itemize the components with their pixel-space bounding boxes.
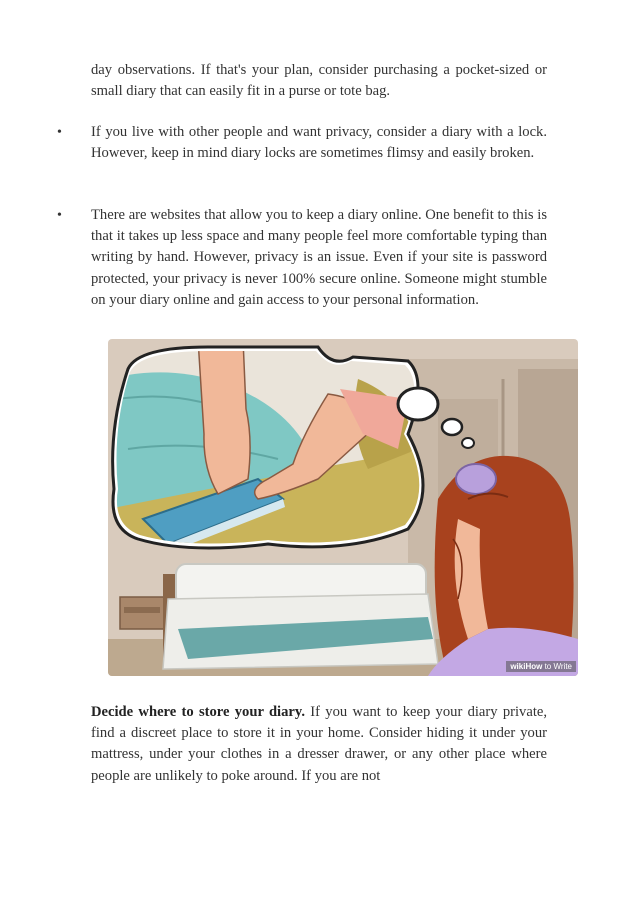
illustration-hiding-diary bbox=[108, 339, 578, 676]
watermark bbox=[506, 661, 576, 672]
bullet-marker: • bbox=[57, 125, 62, 140]
step-heading: Decide where to store your diary. bbox=[91, 704, 306, 720]
step-paragraph bbox=[91, 702, 547, 787]
bullet-marker: • bbox=[57, 208, 62, 223]
step-body: If you want to keep your diary private, find a discreet place to store it in your home. Consider hiding it under your mattress, under your clothes in a dresser drawer, or any other place where people are unlikely to poke around. If you are not bbox=[91, 704, 547, 784]
watermark-suffix: to Write bbox=[544, 662, 572, 671]
bullet-online-diary: There are websites that allow you to keep a diary online. One benefit to this is that it takes up less space and many people feel more comfortable typing than writing by hand. However, privacy is an issue. Even if your site is password protected, your privacy is never 100% secure online. Someone might stumble on your diary online and gain access to your personal information. bbox=[91, 207, 547, 308]
watermark-brand: wikiHow bbox=[510, 662, 543, 671]
bullet-diary-lock: If you live with other people and want privacy, consider a diary with a lock. However, keep in mind diary locks are sometimes flimsy and easily broken. bbox=[91, 124, 547, 162]
paragraph-continued: day observations. If that's your plan, consider purchasing a pocket-sized or small diary that can easily fit in a purse or tote bag. bbox=[91, 62, 547, 100]
